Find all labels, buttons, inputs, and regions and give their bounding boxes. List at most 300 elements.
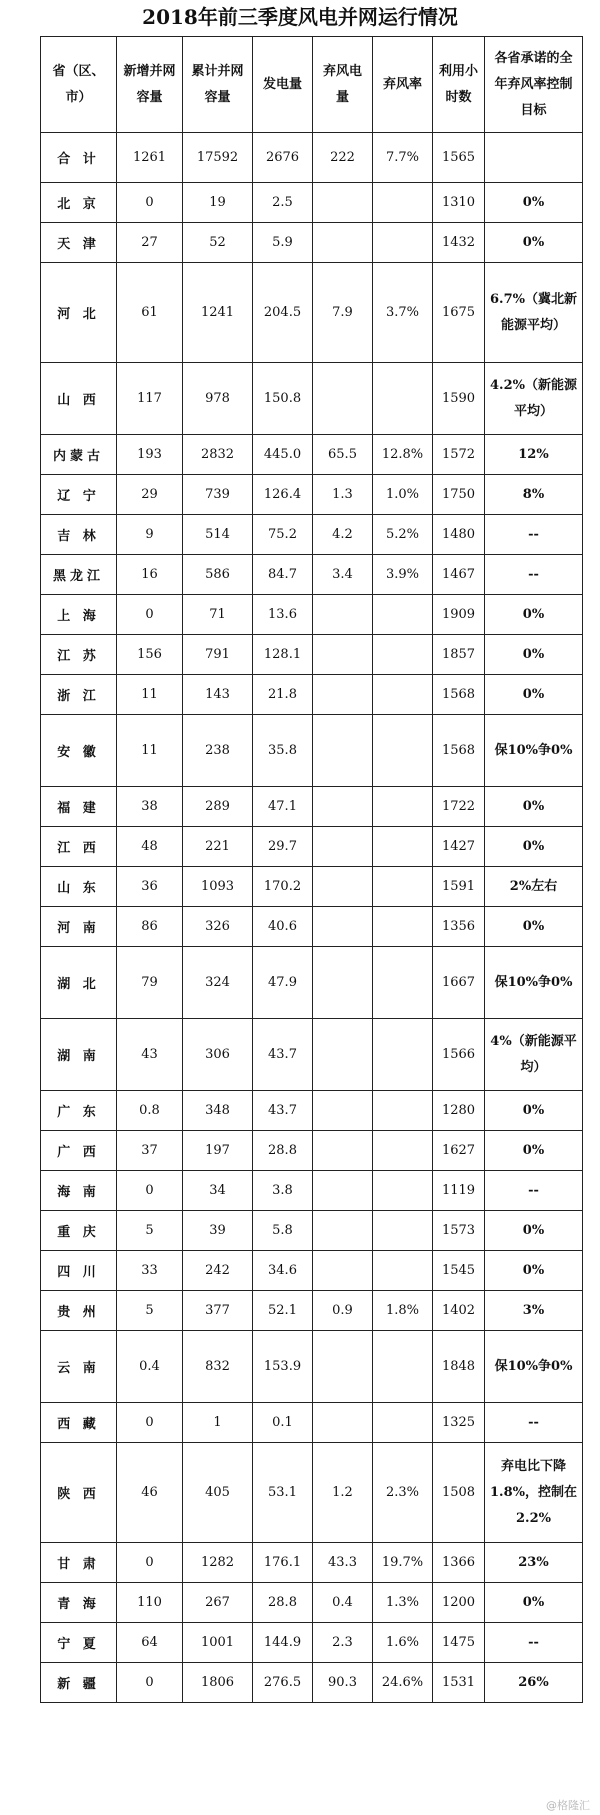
cell-new-capacity: 117 xyxy=(117,363,183,435)
cell-province: 合 计 xyxy=(41,133,117,183)
cell-province: 贵 州 xyxy=(41,1291,117,1331)
table-row xyxy=(41,827,583,867)
cell-curtailment-rate: 1.6% xyxy=(373,1623,433,1663)
cell-total-capacity: 514 xyxy=(183,515,253,555)
cell-target: 0% xyxy=(485,675,583,715)
cell-generation: 0.1 xyxy=(253,1403,313,1443)
cell-curtailed-energy: 1.2 xyxy=(313,1443,373,1543)
cell-generation: 52.1 xyxy=(253,1291,313,1331)
cell-curtailment-rate xyxy=(373,183,433,223)
cell-curtailment-rate: 1.0% xyxy=(373,475,433,515)
cell-curtailment-rate xyxy=(373,675,433,715)
table-row xyxy=(41,1403,583,1443)
table-row xyxy=(41,1211,583,1251)
cell-target: 26% xyxy=(485,1663,583,1703)
cell-new-capacity: 0 xyxy=(117,595,183,635)
cell-target: 0% xyxy=(485,635,583,675)
table-row xyxy=(41,1583,583,1623)
cell-curtailment-rate: 19.7% xyxy=(373,1543,433,1583)
cell-curtailed-energy: 0.9 xyxy=(313,1291,373,1331)
table-row xyxy=(41,1443,583,1543)
cell-new-capacity: 61 xyxy=(117,263,183,363)
cell-utilization-hours: 1432 xyxy=(433,223,485,263)
cell-new-capacity: 27 xyxy=(117,223,183,263)
cell-province: 西 藏 xyxy=(41,1403,117,1443)
cell-target: 保10%争0% xyxy=(485,947,583,1019)
cell-utilization-hours: 1572 xyxy=(433,435,485,475)
cell-curtailed-energy xyxy=(313,1019,373,1091)
cell-new-capacity: 110 xyxy=(117,1583,183,1623)
cell-curtailment-rate xyxy=(373,867,433,907)
cell-total-capacity: 197 xyxy=(183,1131,253,1171)
cell-target: 0% xyxy=(485,1091,583,1131)
header-curtailment-rate: 弃风率 xyxy=(373,37,433,133)
table-row xyxy=(41,1623,583,1663)
header-target: 各省承诺的全年弃风率控制目标 xyxy=(485,37,583,133)
cell-generation: 53.1 xyxy=(253,1443,313,1543)
cell-curtailed-energy xyxy=(313,787,373,827)
cell-generation: 150.8 xyxy=(253,363,313,435)
cell-province: 云 南 xyxy=(41,1331,117,1403)
cell-curtailed-energy: 90.3 xyxy=(313,1663,373,1703)
cell-total-capacity: 238 xyxy=(183,715,253,787)
cell-target: -- xyxy=(485,1171,583,1211)
cell-curtailed-energy xyxy=(313,675,373,715)
cell-generation: 2676 xyxy=(253,133,313,183)
cell-utilization-hours: 1280 xyxy=(433,1091,485,1131)
cell-target: 6.7%（冀北新能源平均） xyxy=(485,263,583,363)
cell-total-capacity: 739 xyxy=(183,475,253,515)
cell-province: 广 西 xyxy=(41,1131,117,1171)
cell-total-capacity: 324 xyxy=(183,947,253,1019)
cell-utilization-hours: 1909 xyxy=(433,595,485,635)
cell-generation: 126.4 xyxy=(253,475,313,515)
cell-curtailment-rate xyxy=(373,947,433,1019)
table-row xyxy=(41,1543,583,1583)
cell-new-capacity: 29 xyxy=(117,475,183,515)
cell-curtailed-energy xyxy=(313,1131,373,1171)
cell-total-capacity: 19 xyxy=(183,183,253,223)
cell-curtailment-rate xyxy=(373,223,433,263)
cell-curtailed-energy: 1.3 xyxy=(313,475,373,515)
cell-curtailment-rate xyxy=(373,1251,433,1291)
cell-province: 重 庆 xyxy=(41,1211,117,1251)
cell-new-capacity: 0 xyxy=(117,183,183,223)
cell-new-capacity: 1261 xyxy=(117,133,183,183)
cell-curtailed-energy xyxy=(313,907,373,947)
cell-utilization-hours: 1573 xyxy=(433,1211,485,1251)
cell-total-capacity: 1241 xyxy=(183,263,253,363)
cell-generation: 5.9 xyxy=(253,223,313,263)
cell-target: -- xyxy=(485,555,583,595)
cell-target: 弃电比下降1.8%，控制在2.2% xyxy=(485,1443,583,1543)
cell-curtailed-energy xyxy=(313,1091,373,1131)
cell-target: 4.2%（新能源平均） xyxy=(485,363,583,435)
cell-new-capacity: 46 xyxy=(117,1443,183,1543)
table-row xyxy=(41,515,583,555)
cell-curtailment-rate xyxy=(373,1131,433,1171)
cell-province: 浙 江 xyxy=(41,675,117,715)
cell-curtailment-rate xyxy=(373,1403,433,1443)
cell-province: 甘 肃 xyxy=(41,1543,117,1583)
cell-generation: 47.1 xyxy=(253,787,313,827)
cell-new-capacity: 0 xyxy=(117,1663,183,1703)
cell-curtailment-rate xyxy=(373,635,433,675)
cell-curtailment-rate: 5.2% xyxy=(373,515,433,555)
cell-target: 0% xyxy=(485,1131,583,1171)
cell-utilization-hours: 1467 xyxy=(433,555,485,595)
cell-curtailment-rate: 2.3% xyxy=(373,1443,433,1543)
cell-curtailed-energy xyxy=(313,827,373,867)
table-row xyxy=(41,435,583,475)
cell-curtailed-energy xyxy=(313,1251,373,1291)
cell-utilization-hours: 1402 xyxy=(433,1291,485,1331)
cell-total-capacity: 586 xyxy=(183,555,253,595)
cell-province: 湖 南 xyxy=(41,1019,117,1091)
table-row xyxy=(41,1019,583,1091)
cell-generation: 84.7 xyxy=(253,555,313,595)
cell-total-capacity: 52 xyxy=(183,223,253,263)
cell-curtailment-rate: 24.6% xyxy=(373,1663,433,1703)
cell-curtailed-energy: 222 xyxy=(313,133,373,183)
cell-new-capacity: 5 xyxy=(117,1291,183,1331)
cell-province: 宁 夏 xyxy=(41,1623,117,1663)
table-row xyxy=(41,475,583,515)
cell-generation: 153.9 xyxy=(253,1331,313,1403)
cell-curtailment-rate xyxy=(373,827,433,867)
cell-curtailed-energy: 2.3 xyxy=(313,1623,373,1663)
cell-utilization-hours: 1591 xyxy=(433,867,485,907)
table-row xyxy=(41,867,583,907)
table-body xyxy=(41,133,583,1703)
cell-utilization-hours: 1568 xyxy=(433,675,485,715)
cell-curtailed-energy: 0.4 xyxy=(313,1583,373,1623)
cell-new-capacity: 11 xyxy=(117,675,183,715)
cell-utilization-hours: 1366 xyxy=(433,1543,485,1583)
cell-province: 河 北 xyxy=(41,263,117,363)
cell-province: 湖 北 xyxy=(41,947,117,1019)
cell-generation: 43.7 xyxy=(253,1091,313,1131)
cell-target: 12% xyxy=(485,435,583,475)
cell-new-capacity: 0 xyxy=(117,1543,183,1583)
cell-curtailed-energy: 65.5 xyxy=(313,435,373,475)
table-row xyxy=(41,715,583,787)
cell-generation: 3.8 xyxy=(253,1171,313,1211)
cell-target: 2%左右 xyxy=(485,867,583,907)
cell-curtailment-rate xyxy=(373,363,433,435)
cell-province: 北 京 xyxy=(41,183,117,223)
cell-target: 8% xyxy=(485,475,583,515)
cell-curtailed-energy: 7.9 xyxy=(313,263,373,363)
cell-total-capacity: 17592 xyxy=(183,133,253,183)
cell-new-capacity: 9 xyxy=(117,515,183,555)
cell-curtailed-energy xyxy=(313,223,373,263)
cell-utilization-hours: 1475 xyxy=(433,1623,485,1663)
cell-generation: 128.1 xyxy=(253,635,313,675)
cell-new-capacity: 193 xyxy=(117,435,183,475)
cell-province: 山 东 xyxy=(41,867,117,907)
cell-generation: 75.2 xyxy=(253,515,313,555)
cell-new-capacity: 0.4 xyxy=(117,1331,183,1403)
cell-utilization-hours: 1667 xyxy=(433,947,485,1019)
cell-curtailment-rate xyxy=(373,1171,433,1211)
cell-new-capacity: 16 xyxy=(117,555,183,595)
cell-curtailed-energy xyxy=(313,183,373,223)
cell-curtailment-rate xyxy=(373,595,433,635)
table-title: 2018年前三季度风电并网运行情况 xyxy=(142,5,458,29)
cell-total-capacity: 405 xyxy=(183,1443,253,1543)
cell-new-capacity: 0.8 xyxy=(117,1091,183,1131)
cell-target: -- xyxy=(485,1403,583,1443)
cell-target: 3% xyxy=(485,1291,583,1331)
cell-province: 新 疆 xyxy=(41,1663,117,1703)
cell-target: 0% xyxy=(485,595,583,635)
cell-total-capacity: 1806 xyxy=(183,1663,253,1703)
cell-province: 江 西 xyxy=(41,827,117,867)
cell-generation: 2.5 xyxy=(253,183,313,223)
cell-curtailed-energy: 3.4 xyxy=(313,555,373,595)
wind-power-table xyxy=(40,36,583,1703)
cell-total-capacity: 71 xyxy=(183,595,253,635)
cell-target: 0% xyxy=(485,1251,583,1291)
cell-curtailed-energy xyxy=(313,1211,373,1251)
cell-total-capacity: 326 xyxy=(183,907,253,947)
cell-generation: 29.7 xyxy=(253,827,313,867)
cell-generation: 204.5 xyxy=(253,263,313,363)
cell-utilization-hours: 1568 xyxy=(433,715,485,787)
cell-province: 陕 西 xyxy=(41,1443,117,1543)
cell-new-capacity: 64 xyxy=(117,1623,183,1663)
table-row xyxy=(41,595,583,635)
cell-generation: 40.6 xyxy=(253,907,313,947)
cell-province: 安 徽 xyxy=(41,715,117,787)
cell-utilization-hours: 1722 xyxy=(433,787,485,827)
cell-curtailment-rate: 3.9% xyxy=(373,555,433,595)
cell-utilization-hours: 1566 xyxy=(433,1019,485,1091)
cell-curtailed-energy xyxy=(313,715,373,787)
cell-utilization-hours: 1480 xyxy=(433,515,485,555)
cell-total-capacity: 832 xyxy=(183,1331,253,1403)
cell-generation: 176.1 xyxy=(253,1543,313,1583)
cell-curtailment-rate: 1.3% xyxy=(373,1583,433,1623)
cell-curtailment-rate: 1.8% xyxy=(373,1291,433,1331)
table-row xyxy=(41,635,583,675)
cell-curtailed-energy xyxy=(313,867,373,907)
cell-total-capacity: 1 xyxy=(183,1403,253,1443)
cell-province: 辽 宁 xyxy=(41,475,117,515)
cell-target: 0% xyxy=(485,183,583,223)
cell-target: 0% xyxy=(485,787,583,827)
cell-total-capacity: 221 xyxy=(183,827,253,867)
cell-target: -- xyxy=(485,515,583,555)
header-curtailed-energy: 弃风电量 xyxy=(313,37,373,133)
table-row xyxy=(41,363,583,435)
cell-generation: 47.9 xyxy=(253,947,313,1019)
cell-curtailed-energy xyxy=(313,595,373,635)
cell-target: 0% xyxy=(485,1211,583,1251)
table-row xyxy=(41,907,583,947)
cell-target: 保10%争0% xyxy=(485,1331,583,1403)
cell-curtailment-rate xyxy=(373,1019,433,1091)
cell-curtailed-energy xyxy=(313,635,373,675)
cell-curtailed-energy xyxy=(313,1331,373,1403)
cell-province: 天 津 xyxy=(41,223,117,263)
cell-utilization-hours: 1545 xyxy=(433,1251,485,1291)
cell-generation: 13.6 xyxy=(253,595,313,635)
cell-total-capacity: 242 xyxy=(183,1251,253,1291)
cell-total-capacity: 267 xyxy=(183,1583,253,1623)
cell-province: 江 苏 xyxy=(41,635,117,675)
cell-new-capacity: 0 xyxy=(117,1171,183,1211)
cell-target: -- xyxy=(485,1623,583,1663)
cell-utilization-hours: 1508 xyxy=(433,1443,485,1543)
cell-province: 海 南 xyxy=(41,1171,117,1211)
header-new-capacity: 新增并网容量 xyxy=(117,37,183,133)
cell-utilization-hours: 1565 xyxy=(433,133,485,183)
cell-new-capacity: 48 xyxy=(117,827,183,867)
cell-target: 0% xyxy=(485,907,583,947)
cell-total-capacity: 2832 xyxy=(183,435,253,475)
cell-generation: 5.8 xyxy=(253,1211,313,1251)
cell-generation: 21.8 xyxy=(253,675,313,715)
cell-curtailed-energy: 43.3 xyxy=(313,1543,373,1583)
cell-target: 0% xyxy=(485,223,583,263)
cell-total-capacity: 1001 xyxy=(183,1623,253,1663)
table-row xyxy=(41,133,583,183)
cell-new-capacity: 37 xyxy=(117,1131,183,1171)
table-row xyxy=(41,1331,583,1403)
table-row xyxy=(41,787,583,827)
cell-generation: 34.6 xyxy=(253,1251,313,1291)
header-utilization-hours: 利用小时数 xyxy=(433,37,485,133)
cell-generation: 35.8 xyxy=(253,715,313,787)
cell-new-capacity: 33 xyxy=(117,1251,183,1291)
cell-province: 上 海 xyxy=(41,595,117,635)
cell-total-capacity: 289 xyxy=(183,787,253,827)
cell-province: 四 川 xyxy=(41,1251,117,1291)
table-row xyxy=(41,675,583,715)
cell-curtailed-energy xyxy=(313,363,373,435)
cell-new-capacity: 5 xyxy=(117,1211,183,1251)
table-row xyxy=(41,1291,583,1331)
cell-curtailment-rate: 7.7% xyxy=(373,133,433,183)
cell-curtailment-rate xyxy=(373,715,433,787)
cell-province: 青 海 xyxy=(41,1583,117,1623)
cell-total-capacity: 306 xyxy=(183,1019,253,1091)
cell-utilization-hours: 1531 xyxy=(433,1663,485,1703)
cell-total-capacity: 1093 xyxy=(183,867,253,907)
cell-total-capacity: 34 xyxy=(183,1171,253,1211)
cell-province: 吉 林 xyxy=(41,515,117,555)
cell-new-capacity: 43 xyxy=(117,1019,183,1091)
cell-utilization-hours: 1857 xyxy=(433,635,485,675)
cell-total-capacity: 348 xyxy=(183,1091,253,1131)
header-total-capacity: 累计并网容量 xyxy=(183,37,253,133)
cell-curtailment-rate xyxy=(373,907,433,947)
cell-province: 黑龙江 xyxy=(41,555,117,595)
cell-utilization-hours: 1119 xyxy=(433,1171,485,1211)
cell-new-capacity: 36 xyxy=(117,867,183,907)
table-row xyxy=(41,947,583,1019)
cell-province: 内蒙古 xyxy=(41,435,117,475)
table-row xyxy=(41,555,583,595)
table-row xyxy=(41,183,583,223)
cell-curtailment-rate xyxy=(373,1211,433,1251)
cell-curtailed-energy: 4.2 xyxy=(313,515,373,555)
cell-new-capacity: 86 xyxy=(117,907,183,947)
cell-total-capacity: 978 xyxy=(183,363,253,435)
cell-generation: 43.7 xyxy=(253,1019,313,1091)
cell-new-capacity: 156 xyxy=(117,635,183,675)
table-row xyxy=(41,1091,583,1131)
cell-generation: 28.8 xyxy=(253,1583,313,1623)
cell-curtailment-rate: 3.7% xyxy=(373,263,433,363)
cell-curtailed-energy xyxy=(313,1171,373,1211)
cell-generation: 170.2 xyxy=(253,867,313,907)
cell-utilization-hours: 1675 xyxy=(433,263,485,363)
cell-utilization-hours: 1750 xyxy=(433,475,485,515)
cell-utilization-hours: 1848 xyxy=(433,1331,485,1403)
cell-generation: 276.5 xyxy=(253,1663,313,1703)
cell-total-capacity: 1282 xyxy=(183,1543,253,1583)
table-row xyxy=(41,1171,583,1211)
cell-utilization-hours: 1356 xyxy=(433,907,485,947)
table-row xyxy=(41,1663,583,1703)
cell-curtailment-rate: 12.8% xyxy=(373,435,433,475)
cell-new-capacity: 11 xyxy=(117,715,183,787)
table-row xyxy=(41,1251,583,1291)
cell-utilization-hours: 1310 xyxy=(433,183,485,223)
cell-utilization-hours: 1427 xyxy=(433,827,485,867)
cell-target xyxy=(485,133,583,183)
table-row xyxy=(41,223,583,263)
cell-total-capacity: 791 xyxy=(183,635,253,675)
cell-curtailment-rate xyxy=(373,1091,433,1131)
cell-province: 广 东 xyxy=(41,1091,117,1131)
cell-utilization-hours: 1627 xyxy=(433,1131,485,1171)
cell-generation: 445.0 xyxy=(253,435,313,475)
table-row xyxy=(41,263,583,363)
cell-target: 23% xyxy=(485,1543,583,1583)
cell-utilization-hours: 1325 xyxy=(433,1403,485,1443)
cell-target: 0% xyxy=(485,1583,583,1623)
cell-total-capacity: 39 xyxy=(183,1211,253,1251)
cell-curtailment-rate xyxy=(373,1331,433,1403)
cell-utilization-hours: 1200 xyxy=(433,1583,485,1623)
header-generation: 发电量 xyxy=(253,37,313,133)
cell-province: 河 南 xyxy=(41,907,117,947)
watermark: @格隆汇 xyxy=(546,1799,590,1812)
cell-total-capacity: 143 xyxy=(183,675,253,715)
cell-generation: 144.9 xyxy=(253,1623,313,1663)
cell-new-capacity: 0 xyxy=(117,1403,183,1443)
cell-curtailed-energy xyxy=(313,947,373,1019)
cell-curtailment-rate xyxy=(373,787,433,827)
cell-target: 0% xyxy=(485,827,583,867)
cell-new-capacity: 79 xyxy=(117,947,183,1019)
cell-target: 保10%争0% xyxy=(485,715,583,787)
cell-new-capacity: 38 xyxy=(117,787,183,827)
cell-utilization-hours: 1590 xyxy=(433,363,485,435)
cell-province: 福 建 xyxy=(41,787,117,827)
table-row xyxy=(41,1131,583,1171)
cell-total-capacity: 377 xyxy=(183,1291,253,1331)
cell-province: 山 西 xyxy=(41,363,117,435)
header-row xyxy=(41,37,583,133)
cell-target: 4%（新能源平均） xyxy=(485,1019,583,1091)
cell-generation: 28.8 xyxy=(253,1131,313,1171)
cell-curtailed-energy xyxy=(313,1403,373,1443)
